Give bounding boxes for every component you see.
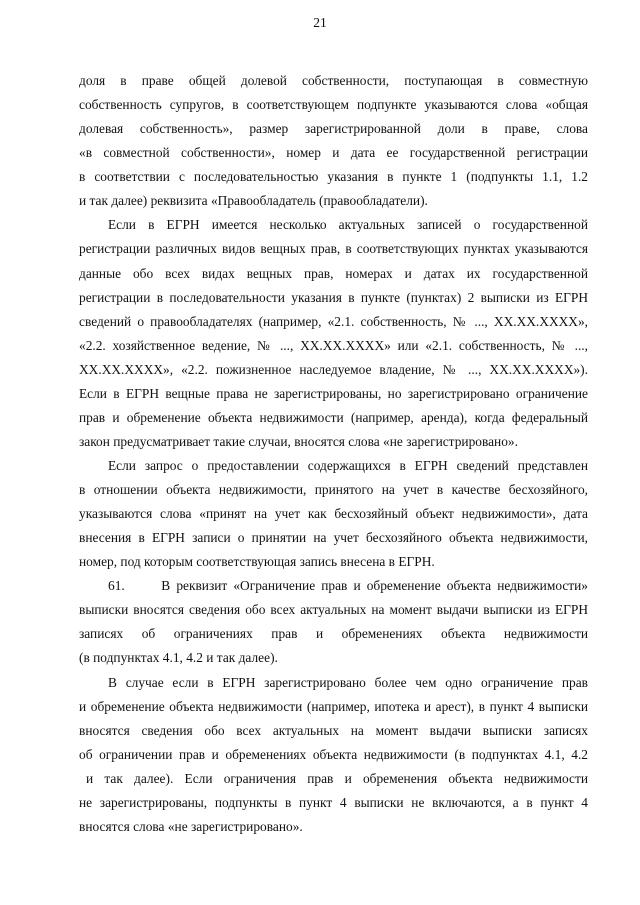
- text-line: номер, под которым соответствующая запись внесена в ЕГРН.: [79, 554, 435, 569]
- text-line: долевая собственность», размер зарегистрированной доли в праве, слова: [79, 121, 588, 136]
- text-line: записях об ограничениях прав и обременениях объекта недвижимости: [79, 626, 588, 641]
- text-line: доля в праве общей долевой собственности, поступающая в совместную: [79, 73, 588, 88]
- text-line: «в совместной собственности», номер и дата ее государственной регистрации: [79, 145, 588, 160]
- text-line: и так далее) реквизита «Правообладатель (правообладатели).: [79, 193, 428, 208]
- text-line: закон предусматривает такие случаи, вносятся слова «не зарегистрировано».: [79, 434, 518, 449]
- text-line: Если в ЕГРН имеется несколько актуальных записей о государственной: [108, 217, 588, 232]
- page-number: 21: [313, 15, 327, 30]
- text-line: «2.2. хозяйственное ведение, № ..., XX.XX.XXXX» или «2.1. собственность, № ...,: [79, 338, 588, 353]
- text-line: прав и обременение объекта недвижимости (например, аренда), когда федеральный: [79, 410, 588, 425]
- text-line: (в подпунктах 4.1, 4.2 и так далее).: [79, 650, 278, 665]
- text-line: 61. В реквизит «Ограничение прав и обременение объекта недвижимости»: [108, 578, 588, 593]
- text-line: Если в ЕГРН вещные права не зарегистрированы, но зарегистрировано ограничение: [79, 386, 588, 401]
- text-line: не зарегистрированы, подпункты в пункт 4 выписки не включаются, а в пункт 4: [79, 795, 588, 810]
- text-line: собственность супругов, в соответствующем подпункте указываются слова «общая: [79, 97, 588, 112]
- text-line: данные обо всех видах вещных прав, номерах и датах их государственной: [79, 266, 588, 281]
- text-line: указываются слова «принят на учет как бесхозяйный объект недвижимости», дата: [79, 506, 588, 521]
- text-line: в отношении объекта недвижимости, принятого на учет в качестве бесхозяйного,: [79, 482, 588, 497]
- text-line: вносятся слова «не зарегистрировано».: [79, 819, 303, 834]
- text-line: об ограничении прав и обременениях объекта недвижимости (в подпунктах 4.1, 4.2: [79, 747, 588, 762]
- text-line: сведений о правообладателях (например, «2.1. собственность, № ..., XX.XX.XXXX»,: [79, 314, 588, 329]
- text-line: вносятся сведения обо всех актуальных на момент выдачи выписки записях: [79, 723, 588, 738]
- text-line: внесения в ЕГРН записи о принятии на учет бесхозяйного объекта недвижимости,: [79, 530, 588, 545]
- text-line: и так далее). Если ограничения прав и обременения объекта недвижимости: [86, 771, 588, 786]
- text-line: в соответствии с последовательностью указания в пункте 1 (подпункты 1.1, 1.2: [79, 169, 588, 184]
- text-line: выписки вносятся сведения обо всех актуальных на момент выдачи выписки из ЕГРН: [79, 602, 588, 617]
- text-line: регистрации в последовательности указания в пункте (пунктах) 2 выписки из ЕГРН: [79, 290, 588, 305]
- text-line: XX.XX.XXXX», «2.2. пожизненное наследуемое владение, № ..., XX.XX.XXXX»).: [79, 362, 588, 377]
- text-line: Если запрос о предоставлении содержащихся в ЕГРН сведений представлен: [108, 458, 588, 473]
- text-line: регистрации различных видов вещных прав, в соответствующих пунктах указываются: [79, 241, 588, 256]
- text-line: и обременение объекта недвижимости (например, ипотека и арест), в пункт 4 выписки: [79, 699, 588, 714]
- text-line: В случае если в ЕГРН зарегистрировано более чем одно ограничение прав: [108, 675, 588, 690]
